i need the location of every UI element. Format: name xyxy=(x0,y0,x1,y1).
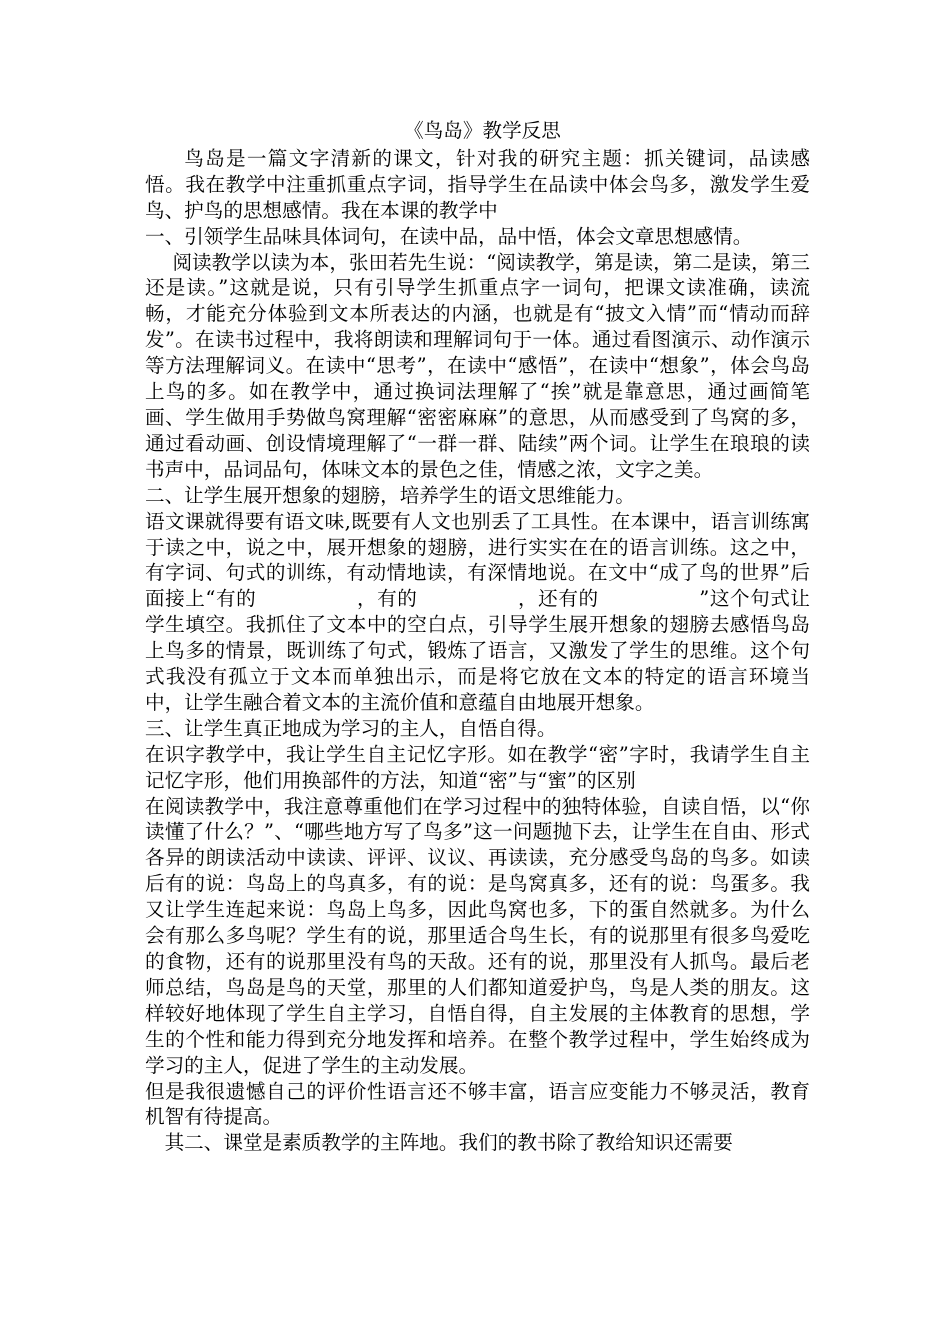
document-page xyxy=(145,118,810,1156)
paragraph-literacy: 在识字教学中，我让学生自主记忆字形。如在教学“密”字时，我请学生自主记忆字形，他们用换部件的方法，知道“密”与“蜜”的区别 xyxy=(145,742,810,792)
paragraph-second-point: 其二、课堂是素质教学的主阵地。我们的教书除了教给知识还需要 xyxy=(164,1131,733,1155)
document-title: 《鸟岛》教学反思 xyxy=(404,119,561,142)
section-heading-3: 三、让学生真正地成为学习的主人，自悟自得。 xyxy=(145,716,557,740)
section-heading-2: 二、让学生展开想象的翅膀，培养学生的语文思维能力。 xyxy=(145,483,635,507)
paragraph-intro: 鸟岛是一篇文字清新的课文，针对我的研究主题：抓关键词，品读感悟。我在教学中注重抓重点字词，指导学生在品读中体会鸟多，激发学生爱鸟、护鸟的思想感情。我在本课的教学中 xyxy=(145,146,810,222)
paragraph-reading: 阅读教学以读为本，张田若先生说：“阅读教学，第是读，第二是读，第三还是读。”这就是说，只有引导学生抓重点字一词句，把课文读准确，读流畅，才能充分体验到文本所表达的内涵，也就是有“披文入情”而“情动而辞发”。在读书过程中，我将朗读和理解词句于一体。通过看图演示、动作演示等方法理解词义。在读中“思考”，在读中“感悟”，在读中“想象”，体会鸟岛上鸟的多。如在教学中，通过换词法理解了“挨”就是靠意思，通过画简笔画、学生做用手势做鸟窝理解“密密麻麻”的意思，从而感受到了鸟窝的多，通过看动画、创设情境理解了“一群一群、陆续”两个词。让学生在琅琅的读书声中，品词品句，体味文本的景色之佳，情感之浓，文字之美。 xyxy=(145,250,810,481)
section-heading-1: 一、引领学生品味具体词句，在读中品，品中悟，体会文章思想感情。 xyxy=(145,224,753,248)
paragraph-regret: 但是我很遗憾自己的评价性语言还不够丰富，语言应变能力不够灵活，教育机智有待提高。 xyxy=(145,1079,810,1129)
paragraph-reading-experience: 在阅读教学中，我注意尊重他们在学习过程中的独特体验，自读自悟，以“你读懂了什么？”、“哪些地方写了鸟多”这一问题抛下去，让学生在自由、形式各异的朗读活动中读读、评评、议议、再读读，充分感受鸟岛的鸟多。如读后有的说：鸟岛上的鸟真多，有的说：是鸟窝真多，还有的说：鸟蛋多。我又让学生连起来说：鸟岛上鸟多，因此鸟窝也多，下的蛋自然就多。为什么会有那么多鸟呢？学生有的说，那里适合鸟生长，有的说那里有很多鸟爱吃的食物，还有的说那里没有鸟的天敌。还有的说，那里没有人抓鸟。最后老师总结，鸟岛是鸟的天堂，那里的人们都知道爱护鸟，鸟是人类的朋友。这样较好地体现了学生自主学习，自悟自得，自主发展的主体教育的思想，学生的个性和能力得到充分地发挥和培养。在整个教学过程中，学生始终成为学习的主人，促进了学生的主动发展。 xyxy=(145,794,810,1077)
paragraph-imagination: 语文课就得要有语文味,既要有人文也别丢了工具性。在本课中，语言训练寓于读之中，说之中，展开想象的翅膀，进行实实在在的语言训练。这之中，有字词、句式的训练，有动情地读，有深情地说。在文中“成了鸟的世界”后面接上“有的 ，有的 ，还有的 ”这个句式让学生填空。我抓住了文本中的空白点，引导学生展开想象的翅膀去感悟鸟岛上鸟多的情景，既训练了句式，锻炼了语言，又激发了学生的思维。这个句式我没有孤立于文本而单独出示，而是将它放在文本的特定的语言环境当中，让学生融合着文本的主流价值和意蕴自由地展开想象。 xyxy=(145,509,810,714)
